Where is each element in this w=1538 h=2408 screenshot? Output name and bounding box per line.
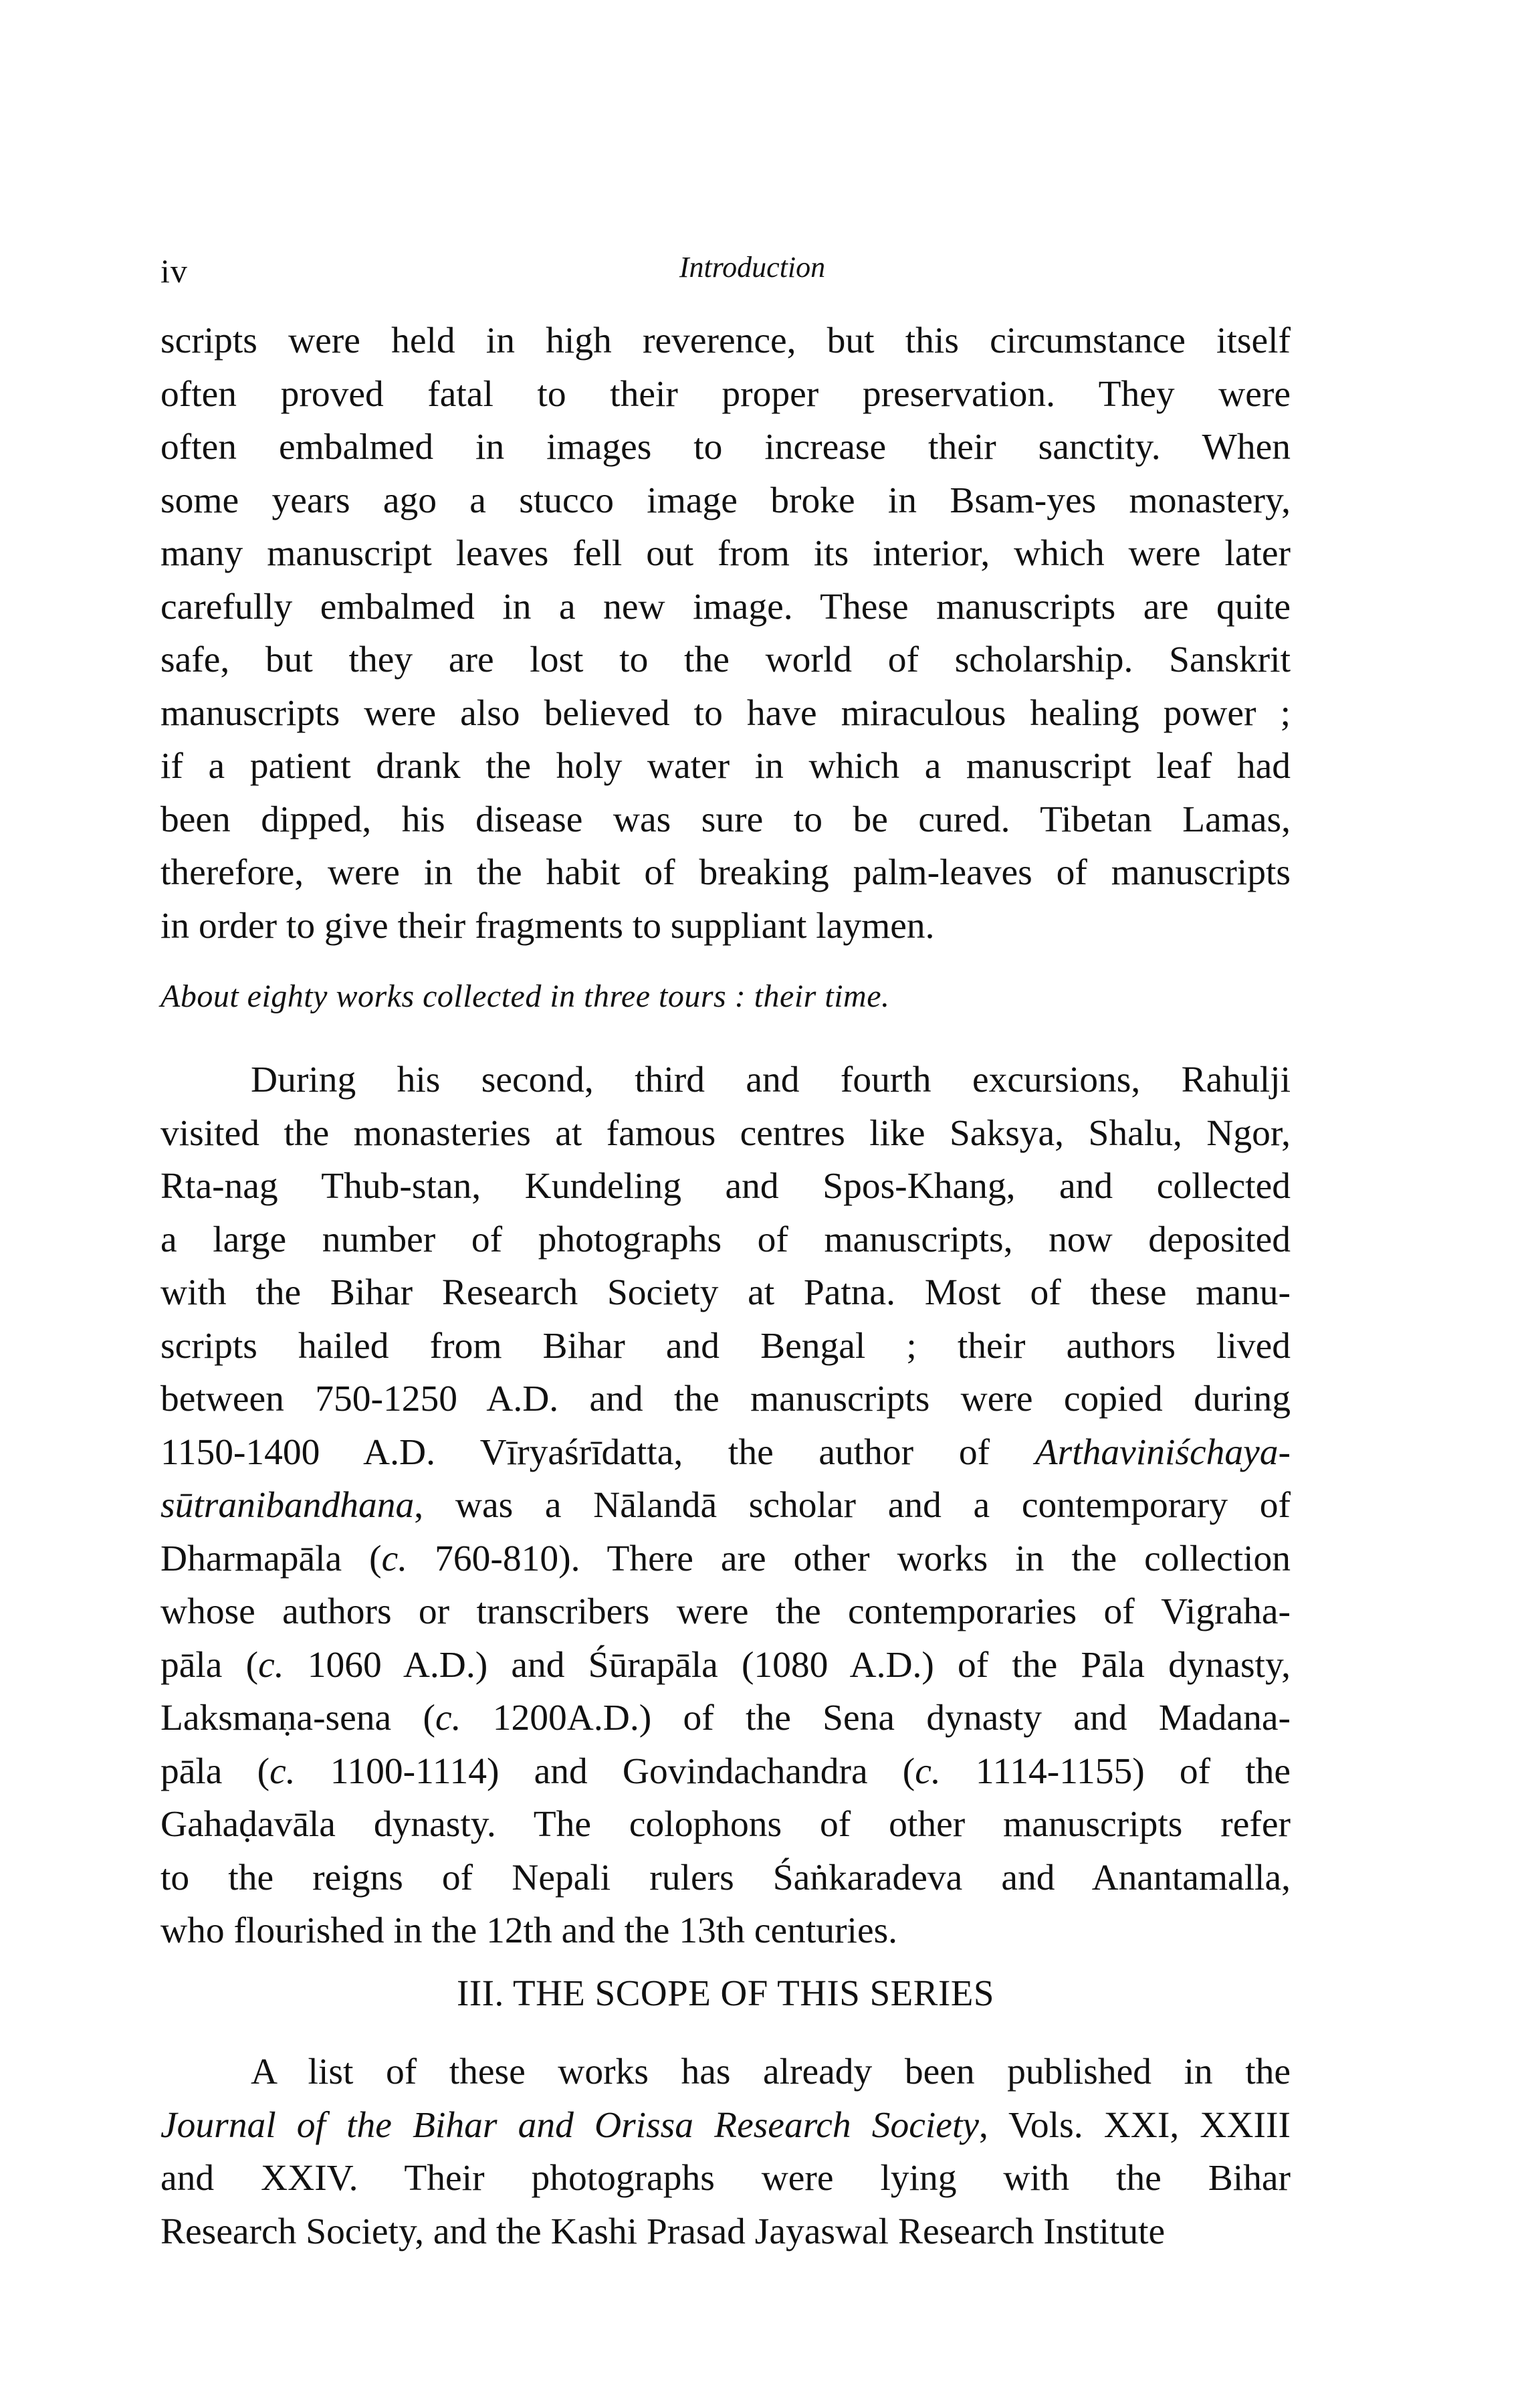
text-run: Rta-nag Thub-stan, Kundeling and Spos-Khang, and collected <box>160 1166 1291 1207</box>
italic-run: Journal of the Bihar and Orissa Research Society <box>160 2104 979 2146</box>
text-run: who flourished in the 12th and the 13th centuries. <box>160 1910 898 1951</box>
text-run: and XXIV. Their photographs were lying with the Bihar <box>160 2158 1291 2199</box>
text-run: pāla ( <box>160 1750 270 1792</box>
italic-run: c. <box>258 1644 284 1686</box>
page-number: iv <box>160 252 188 290</box>
text-run: with the Bihar Research Society at Patna. Most of these manu- <box>160 1272 1291 1313</box>
text-run: During his second, third and fourth excursions, Rahulji <box>251 1060 1291 1100</box>
running-title: Introduction <box>679 251 826 284</box>
text-line <box>160 1745 1291 1799</box>
text-line <box>160 1107 1291 1161</box>
text-line: in order to give their fragments to suppliant laymen. <box>160 905 935 946</box>
text-run: between 750-1250 A.D. and the manuscripts were copied during <box>160 1379 1291 1419</box>
text-run: 1150-1400 A.D. Vīryaśrīdatta, the author of <box>160 1431 1035 1473</box>
text-line: safe, but they are lost to the world of scholarship. Sanskrit <box>160 639 1291 680</box>
text-line <box>160 2045 1291 2099</box>
text-run: , was a Nālandā scholar and a contemporary of <box>414 1485 1291 1526</box>
paragraph-2 <box>160 1054 1291 1958</box>
text-line: some years ago a stucco image broke in Bsam-yes monastery, <box>160 480 1291 521</box>
text-line <box>160 1213 1291 1267</box>
text-line: many manuscript leaves fell out from its interior, which were later <box>160 533 1291 574</box>
text-line <box>160 1585 1291 1639</box>
text-line <box>160 1532 1291 1586</box>
italic-run: c. <box>435 1698 461 1738</box>
marginal-heading: About eighty works collected in three tours : their time. <box>160 979 890 1014</box>
text-line <box>160 1639 1291 1692</box>
text-line <box>160 1373 1291 1426</box>
text-line <box>160 1692 1291 1745</box>
text-line <box>160 1426 1291 1480</box>
text-line: manuscripts were also believed to have miraculous healing power ; <box>160 692 1291 734</box>
text-run: 760-810). There are other works in the collection <box>407 1538 1291 1579</box>
text-line: been dipped, his disease was sure to be cured. Tibetan Lamas, <box>160 799 1291 840</box>
text-line: often embalmed in images to increase their sanctity. When <box>160 427 1291 468</box>
text-line <box>160 1851 1291 1905</box>
text-run: 1114-1155) of the <box>940 1750 1291 1792</box>
text-line <box>160 1320 1291 1373</box>
italic-run: c. <box>915 1750 941 1792</box>
text-line: if a patient drank the holy water in which a manuscript leaf had <box>160 746 1291 787</box>
text-line <box>160 1479 1291 1532</box>
italic-run: sūtranibandhana <box>160 1485 415 1526</box>
text-line: carefully embalmed in a new image. These manuscripts are quite <box>160 586 1291 627</box>
text-line <box>160 2152 1291 2205</box>
text-line <box>160 1054 1291 1107</box>
text-run: 1200A.D.) of the Sena dynasty and Madana- <box>461 1698 1291 1738</box>
text-run: 1060 A.D.) and Śūrapāla (1080 A.D.) of the Pāla dynasty, <box>284 1644 1291 1686</box>
text-line <box>160 2099 1291 2152</box>
text-line <box>160 1798 1291 1851</box>
text-line <box>160 1160 1291 1213</box>
text-run: pāla ( <box>160 1644 259 1686</box>
text-line: scripts were held in high reverence, but this circumstance itself <box>160 320 1291 361</box>
text-run: visited the monasteries at famous centres like Saksya, Shalu, Ngor, <box>160 1112 1291 1154</box>
text-run: Gahaḍavāla dynasty. The colophons of other manuscripts refer <box>160 1804 1291 1845</box>
italic-run: Arthaviniśchaya- <box>1034 1431 1291 1473</box>
text-run: , Vols. XXI, XXIII <box>979 2104 1291 2146</box>
text-line: therefore, were in the habit of breaking palm-leaves of manuscripts <box>160 852 1291 893</box>
text-run: 1100-1114) and Govindachandra ( <box>295 1750 915 1792</box>
text-line: often proved fatal to their proper preservation. They were <box>160 373 1291 415</box>
text-run: whose authors or transcribers were the contemporaries of Vigraha- <box>160 1591 1291 1632</box>
italic-run: c. <box>381 1538 408 1579</box>
text-run: Dharmapāla ( <box>160 1538 382 1579</box>
paragraph-3 <box>160 2045 1291 2258</box>
text-line <box>160 1266 1291 1320</box>
text-line <box>160 2205 1291 2259</box>
text-run: Research Society, and the Kashi Prasad Jayaswal Research Institute <box>160 2211 1166 2252</box>
text-line <box>160 1904 1291 1958</box>
text-run: to the reigns of Nepali rulers Śaṅkaradeva and Anantamalla, <box>160 1857 1291 1898</box>
paragraph-1 <box>160 314 1291 952</box>
text-run: A list of these works has already been published in the <box>251 2051 1291 2092</box>
text-run: a large number of photographs of manuscripts, now deposited <box>160 1219 1291 1260</box>
section-heading: III. THE SCOPE OF THIS SERIES <box>457 1973 994 2013</box>
text-run: scripts hailed from Bihar and Bengal ; their authors lived <box>160 1325 1291 1367</box>
running-head <box>160 247 1291 294</box>
text-run: Laksmaṇa-sena ( <box>160 1698 435 1738</box>
italic-run: c. <box>269 1750 296 1792</box>
